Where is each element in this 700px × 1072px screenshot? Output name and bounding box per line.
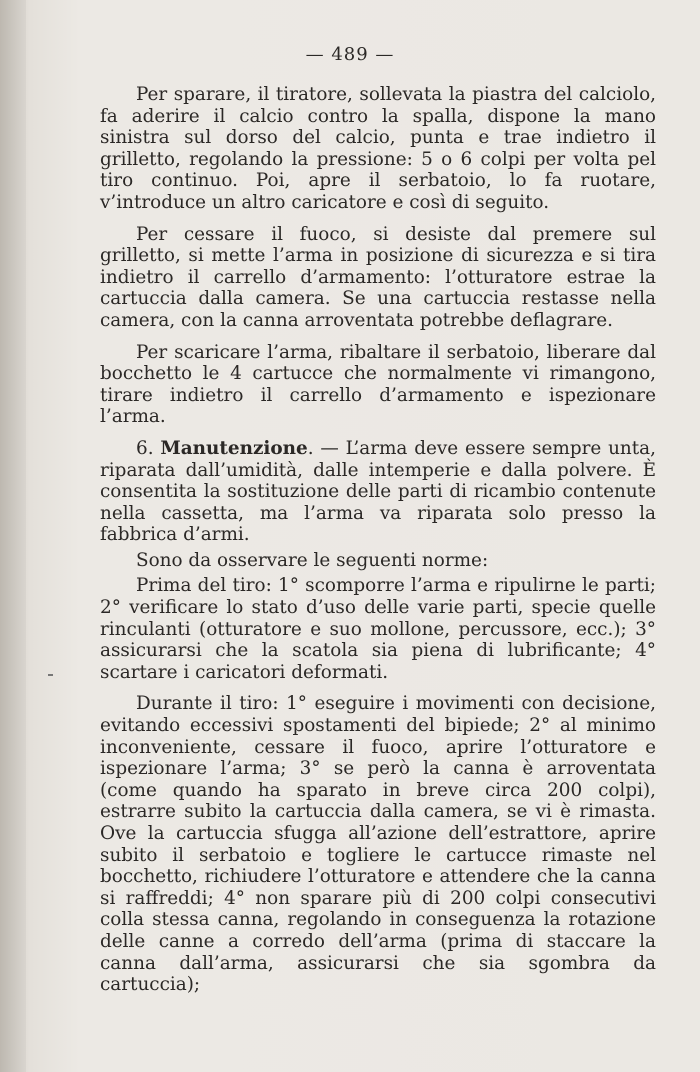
norms-intro: Sono da osservare le seguenti norme: — [136, 549, 489, 571]
paragraph-cease-fire: Per cessare il fuoco, si desiste dal premere sul grilletto, si mette l’arma in posizione di sicurezza e si tira indietro il carrello d’armamento: l’otturatore estrae la cartuccia dalla camera. Se una cartuccia restasse nella camera, con la canna arroventata potrebbe deflagrare. — [100, 223, 656, 331]
paragraph-during-fire: Durante il tiro: 1° eseguire i movimenti con decisione, evitando eccessivi spostamenti del bipiede; 2° al minimo inconveniente, cessare il fuoco, aprire l’otturatore e ispezionare l’arma; 3° se però la canna è arroventata (come quando ha sparato in breve circa 200 colpi), estrarre subito la cartuccia dalla camera, se vi è rimasta. Ove la cartuccia sfugga all’azione dell’estrattore, aprire subito il serbatoio e togliere le cartucce rimaste nel bocchetto, richiudere l’otturatore e attendere che la canna si raffreddi; 4° non sparare più di 200 colpi consecutivi colla stessa canna, regolando in conseguenza la rotazione delle canne a corredo dell’arma (prima di staccare la canna dall’arma, assicurarsi che sia sgombra da cartuccia); — [100, 693, 656, 996]
binding-gutter — [0, 0, 26, 1072]
paragraph-unloading: Per scaricare l’arma, ribaltare il serbatoio, liberare dal bocchetto le 4 cartucce che normalmente vi rimangono, tirare indietro il carrello d’armamento e ispezionare l’arma. — [100, 341, 656, 428]
section-heading: Manutenzione — [160, 437, 308, 459]
body-text — [100, 84, 656, 996]
gutter-mark — [48, 674, 53, 676]
section-number: 6. — [136, 437, 154, 459]
page-number: — 489 — — [305, 44, 395, 65]
paragraph-firing: Per sparare, il tiratore, sollevata la piastra del calciolo, fa aderire il calcio contro la spalla, dispone la mano sinistra sul dorso del calcio, punta e trae indietro il grilletto, regolando la pressione: 5 o 6 colpi per volta pel tiro continuo. Poi, apre il serbatoio, lo fa ruotare, v’introduce un altro caricatore e così di seguito. — [100, 84, 656, 213]
section-text: . — L’arma deve essere sempre unta, riparata dall’umidità, dalle intemperie e dalla polvere. È consentita la sostituzione delle parti di ricambio contenute nella cassetta, ma l’arma va riparata solo presso la fabbrica d’armi. — [100, 437, 656, 546]
section-maintenance — [100, 438, 656, 546]
paragraph-before-fire: Prima del tiro: 1° scomporre l’arma e ripulirne le parti; 2° verificare lo stato d’uso delle varie parti, specie quelle rinculanti (otturatore e suo mollone, percussore, ecc.); 3° assicurarsi che la scatola sia piena di lubrificante; 4° scartare i caricatori deformati. — [100, 575, 656, 683]
